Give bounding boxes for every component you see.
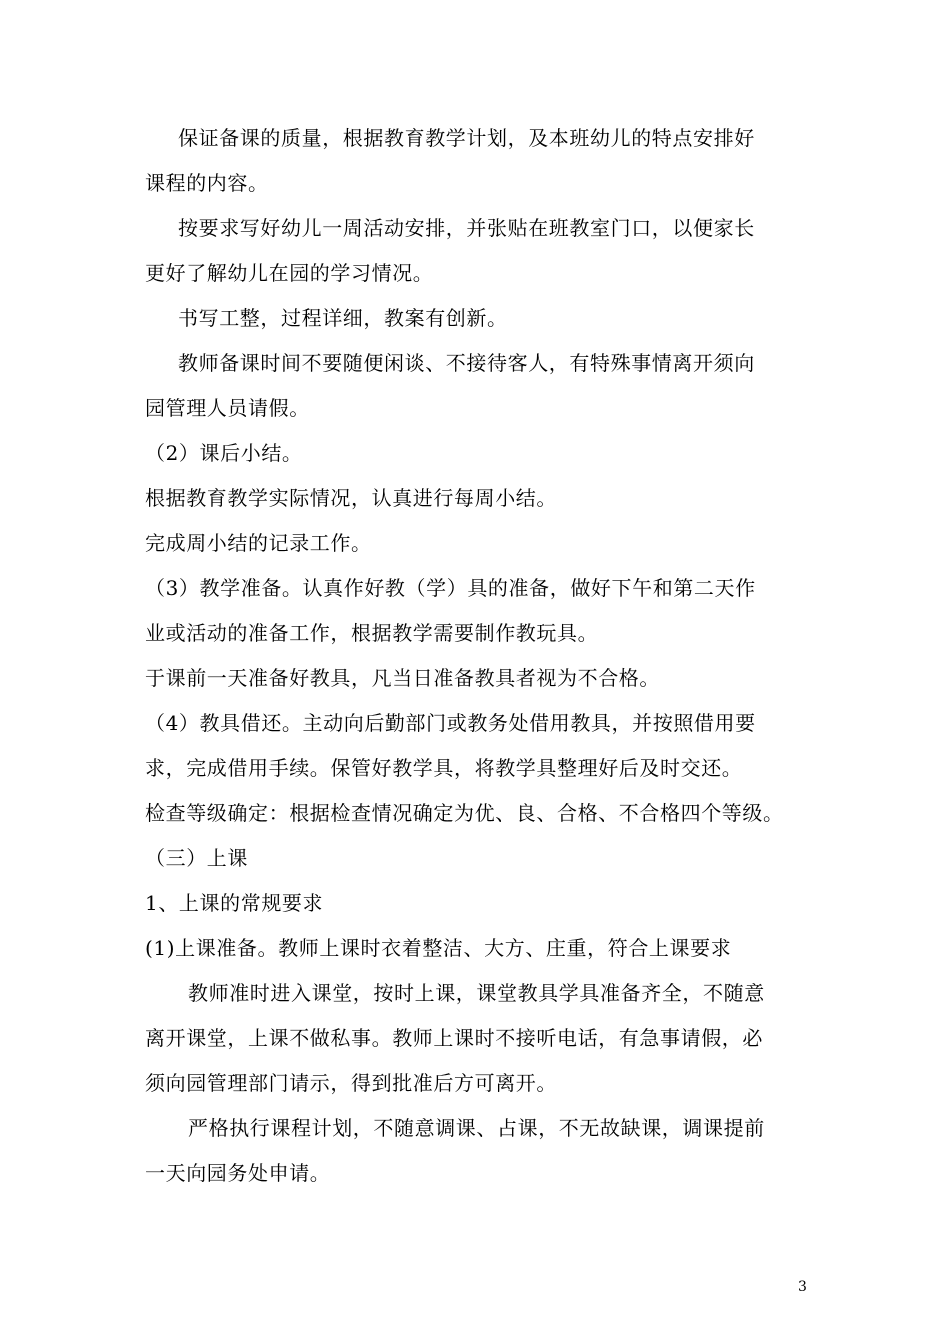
paragraph-line: 检查等级确定：根据检查情况确定为优、良、合格、不合格四个等级。 <box>145 801 784 825</box>
section-heading: （三）上课 <box>145 846 248 870</box>
paragraph-line: 更好了解幼儿在园的学习情况。 <box>145 261 434 285</box>
paragraph-line: 教师备课时间不要随便闲谈、不接待客人，有特殊事情离开须向 <box>178 351 755 375</box>
paragraph-line: 严格执行课程计划，不随意调课、占课，不无故缺课，调课提前 <box>188 1116 765 1140</box>
paragraph-line: 离开课堂，上课不做私事。教师上课时不接听电话，有急事请假，必 <box>145 1026 763 1050</box>
section-heading: 1、上课的常规要求 <box>145 891 324 915</box>
paragraph-line: （4）教具借还。主动向后勤部门或教务处借用教具，并按照借用要 <box>145 711 756 735</box>
paragraph-line: 于课前一天准备好教具，凡当日准备教具者视为不合格。 <box>145 666 660 690</box>
paragraph-line: （3）教学准备。认真作好教（学）具的准备，做好下午和第二天作 <box>145 576 756 600</box>
paragraph-line: 教师准时进入课堂，按时上课，课堂教具学具准备齐全，不随意 <box>188 981 765 1005</box>
paragraph-line: 完成周小结的记录工作。 <box>145 531 372 555</box>
paragraph-line: 书写工整，过程详细，教案有创新。 <box>178 306 508 330</box>
paragraph-line: 业或活动的准备工作，根据教学需要制作教玩具。 <box>145 621 599 645</box>
paragraph-line: 求，完成借用手续。保管好教学具，将教学具整理好后及时交还。 <box>145 756 743 780</box>
paragraph-line: 按要求写好幼儿一周活动安排，并张贴在班教室门口，以便家长 <box>178 216 755 240</box>
paragraph-line: 课程的内容。 <box>145 171 269 195</box>
paragraph-line: 须向园管理部门请示，得到批准后方可离开。 <box>145 1071 557 1095</box>
paragraph-line: 一天向园务处申请。 <box>145 1161 331 1185</box>
paragraph-line: 保证备课的质量，根据教育教学计划，及本班幼儿的特点安排好 <box>178 126 755 150</box>
section-heading: （2）课后小结。 <box>145 441 303 465</box>
paragraph-line: 园管理人员请假。 <box>145 396 310 420</box>
paragraph-line: (1)上课准备。教师上课时衣着整洁、大方、庄重，符合上课要求 <box>145 936 732 960</box>
paragraph-line: 根据教育教学实际情况，认真进行每周小结。 <box>145 486 557 510</box>
page-number: 3 <box>798 1279 807 1295</box>
